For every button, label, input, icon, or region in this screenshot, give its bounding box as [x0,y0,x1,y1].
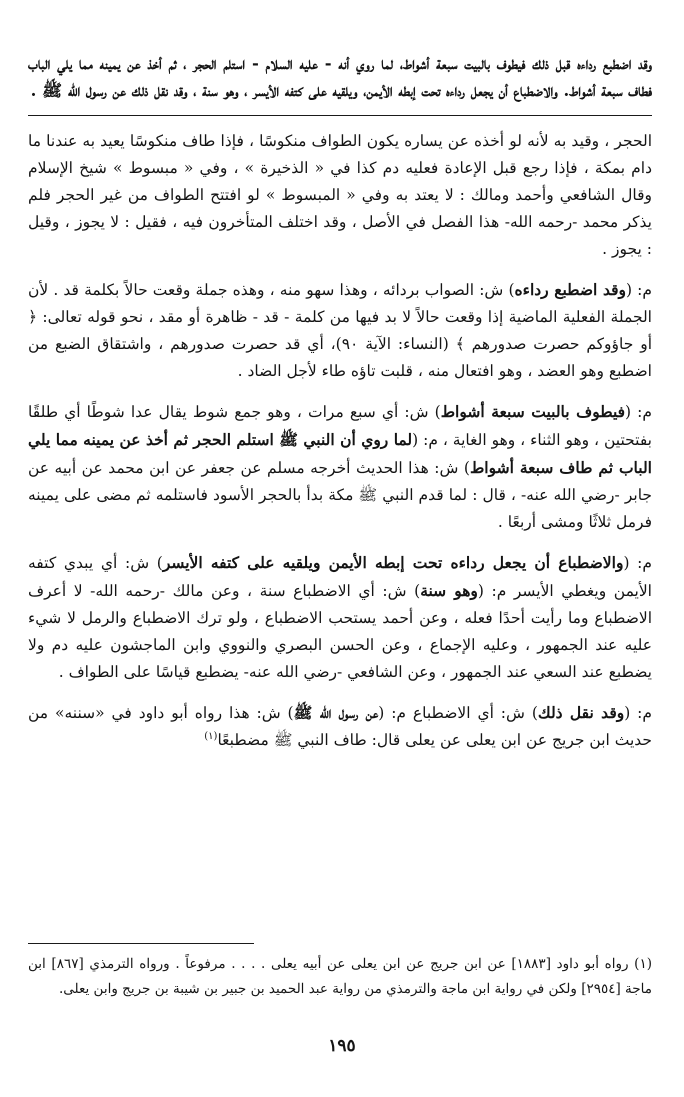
commentary-text: ) ش: أي سبع مرات ، وهو جمع شوط يقال عدا شوطًا أي طلقًا بفتحتين ، وهو الثناء ، وهو الغاية ، م: ( [28,403,652,449]
commentary-text: ) ش: هذا الحديث أخرجه مسلم عن جعفر عن ابن محمد عن أبيه عن جابر -رضي الله عنه- ، قال : لما قدم النبي ﷺ مكة بدأ بالحجر الأسود فاستلمه ثم مضى على يمينه فرمل ثلاثًا ومشى أربعًا . [28,459,652,531]
matn-quote: والاضطباع أن يجعل رداءه تحت إبطه الأيمن ويلقيه على كتفه الأيسر [162,553,624,572]
matn-quote: لما روي أن النبي ﷺ استلم الحجر ثم أخذ عن يمينه مما يلي الباب ثم طاف سبعة أشواط [28,430,652,477]
marker: م: ( [625,403,652,421]
commentary-text: ) ش: الصواب بردائه ، وهذا سهو منه ، وهذه جملة وقعت حالاً بكلمة قد . لأن الجملة الفعلية الماضية إذا وقعت حالاً لا بد فيها من كلمة - قد - ظاهرة أو مقد ، نحو قوله تعالى: ﴿ أو جاؤوكم حصرت صدورهم ﴾ (النساء: الآية ٩٠)، أي قد حصرت صدورهم ، واشتقاق الضبع من اضطبع وهو العضد ، وهو افتعال منه ، قلبت تاؤه طاء لأجل الضاد . [28,281,653,380]
matn-divider [28,115,652,116]
footnote-reference[interactable]: (١) [204,730,218,742]
page-number: ١٩٥ [328,1036,356,1056]
page-body [28,50,652,758]
matn-text: وقد اضطبع رداءه قبل ذلك فيطوف بالبيت سبعة أشواط، لما روي أنه - عليه السلام - استلم الحجر ، ثم أخذ عن يمينه مما يلي الباب فطاف سبعة أشواط. والاضطباع أن يجعل رداءه تحت إبطه الأيمن، ويلقيه على كتفه الأيسر ، وهو سنة ، وقد نقل ذلك عن رسول الله ﷺ . [28,54,652,100]
commentary-text: ) ش: أي الاضطباع سنة ، وعن مالك -رحمه الله- لا أعرف الاضطباع وما رأيت أحدًا فعله ، وعن أحمد يستحب الاضطباع ، ولو ترك الاضطباع والرمل لا شيء عليه عند الجمهور ، وعليه الإجماع ، وعن الحسن البصري والنووي وابن الماجشون عليه دم ولا يضطبع عند السعي عند الجمهور ، وعن الشافعي -رضي الله عنه- يضطبع قياسًا على الطواف . [28,582,652,681]
marker: م: ( [624,704,652,722]
commentary-paragraph-1: الحجر ، وقيد به لأنه لو أخذه عن يساره يكون الطواف منكوسًا ، فإذا طاف منكوسًا يعيد به عندنا ما دام بمكة ، فإذا رجع قبل الإعادة فعليه دم كذا في « الذخيرة » ، وفي « مبسوط » شيخ الإسلام وقال الشافعي وأحمد ومالك : لا يعتد به وفي « المبسوط » لو افتتح الطواف من غير الحجر فلم يذكر محمد -رحمه الله- هذا الفصل في الأصل ، وقد اختلف المتأخرون فيه ، فقيل : لا يجوز ، وقيل : يجوز . [28,132,652,258]
commentary-text: ) ش: أي الاضطباع م: ( [378,704,538,722]
commentary-paragraph-4 [28,549,652,686]
matn-block [28,50,652,104]
footnote-divider [28,943,254,944]
footnote-1: (١) رواه أبو داود [١٨٨٣] عن ابن جريج عن ابن يعلى عن أبيه يعلى . . . . مرفوعاً . ورواه الترمذي [٨٦٧] ابن ماجة [٢٩٥٤] ولكن في رواية ابن ماجة والترمذي من رواية عبد الحميد بن جبير بن شيبة بن جريج وابن يعلى. [28,956,652,997]
matn-quote: فيطوف بالبيت سبعة أشواط [440,402,626,421]
matn-quote: عن رسول الله ﷺ [293,703,379,722]
footnotes [28,952,652,1002]
commentary-paragraph-2 [28,276,652,385]
commentary-block [28,128,652,754]
commentary-paragraph-5 [28,699,652,754]
marker: م: ( [625,281,652,299]
commentary-text: ) ش: هذا رواه أبو داود في «سننه» من حديث ابن جريج عن ابن يعلى عن يعلى قال: طاف النبي ﷺ مضطبعًا [28,704,652,749]
marker: م: ( [623,554,652,572]
matn-quote: وقد اضطبع رداءه [514,280,626,299]
commentary-paragraph-3 [28,398,652,536]
commentary-text: ) ش: أي يبدي كتفه الأيمن ويغطي الأيسر م: ( [28,554,652,600]
matn-quote: وهو سنة [420,581,478,600]
matn-quote: وقد نقل ذلك [537,703,625,722]
